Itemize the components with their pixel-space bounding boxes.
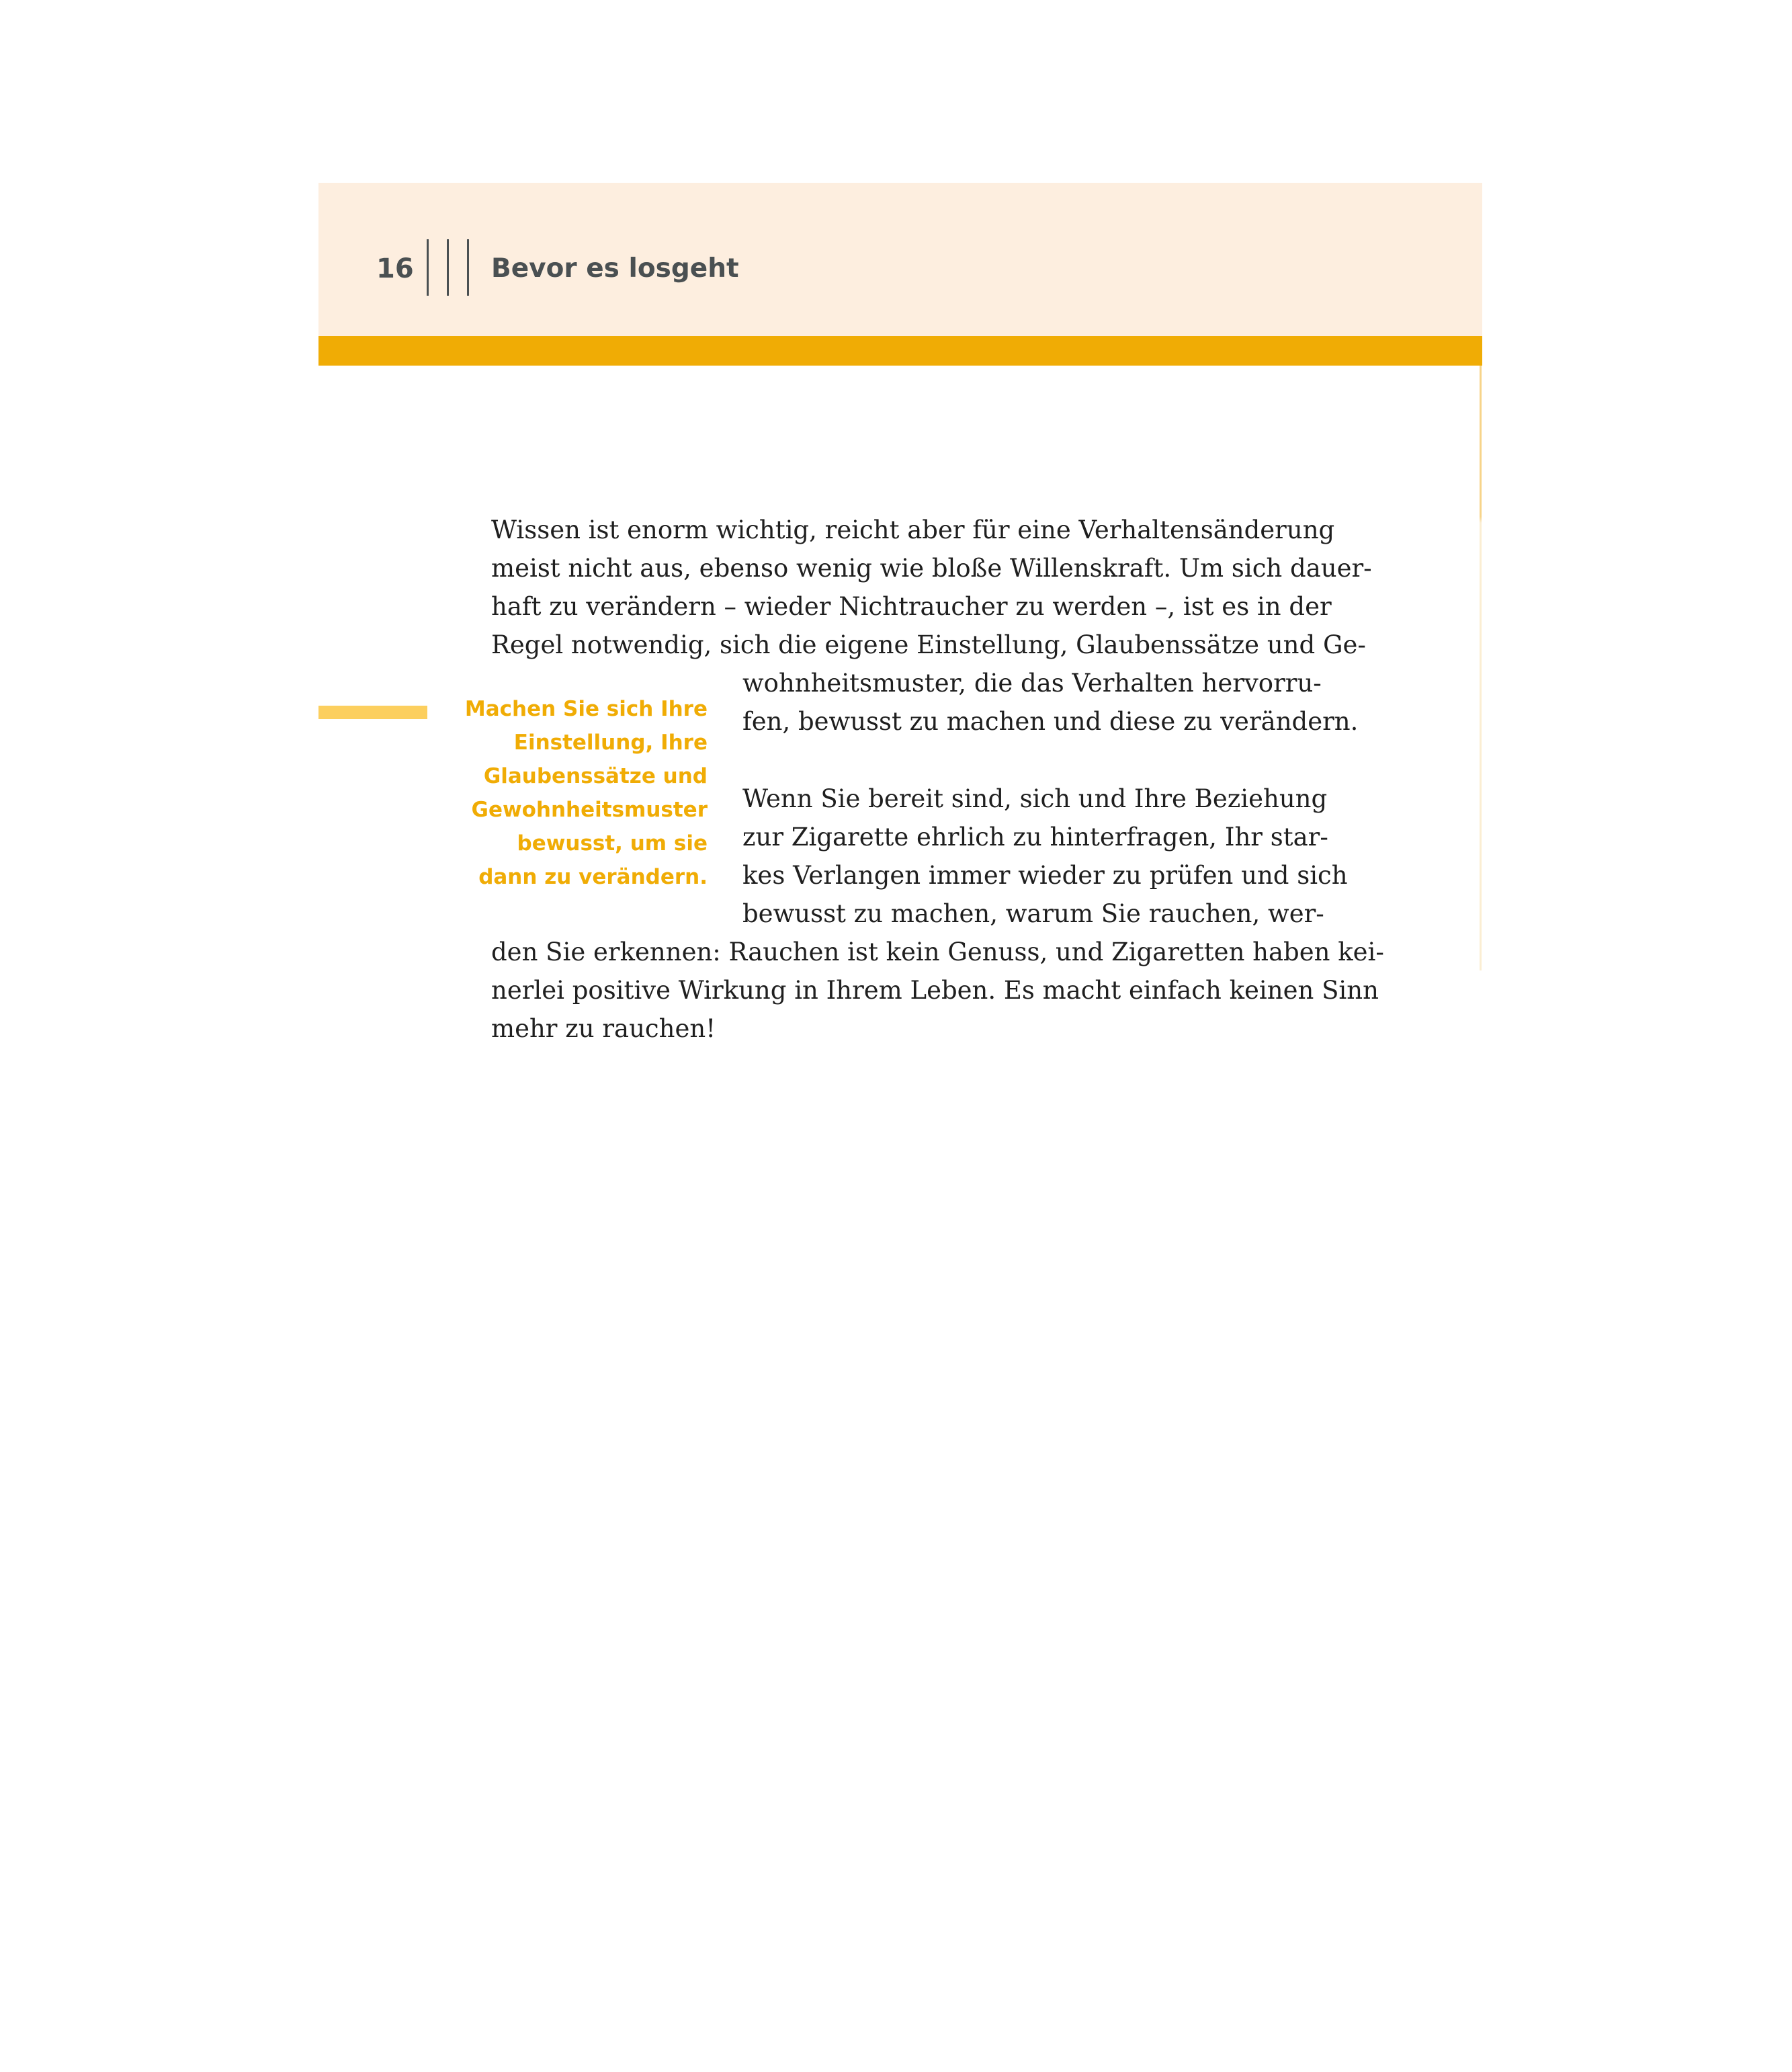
text-line: bewusst zu machen, warum Sie rauchen, wer- — [742, 899, 1324, 928]
section-title: Bevor es losgeht — [491, 253, 739, 284]
margin-note — [443, 692, 708, 894]
paragraph-2-continued — [491, 933, 1384, 1048]
margin-note-line: Glaubenssätze und — [483, 764, 708, 788]
text-line: Wissen ist enorm wichtig, reicht aber für eine Verhaltensänderung — [491, 515, 1335, 544]
header-divider-rule — [447, 239, 449, 296]
paragraph-2 — [742, 780, 1348, 933]
text-line: Regel notwendig, sich die eigene Einstellung, Glaubenssätze und Ge- — [491, 630, 1366, 659]
text-line: wohnheitsmuster, die das Verhalten hervorru- — [742, 669, 1322, 698]
paragraph-1-continued — [742, 664, 1359, 741]
text-line: den Sie erkennen: Rauchen ist kein Genuss, und Zigaretten haben kei- — [491, 938, 1384, 966]
text-line: haft zu verändern – wieder Nichtraucher zu werden –, ist es in der — [491, 592, 1332, 621]
margin-note-bar — [318, 706, 427, 719]
text-line: nerlei positive Wirkung in Ihrem Leben. Es macht einfach keinen Sinn — [491, 976, 1379, 1005]
margin-note-line: bewusst, um sie — [517, 831, 708, 856]
paragraph-1 — [491, 511, 1372, 664]
right-edge-rule — [1480, 366, 1482, 970]
text-line: fen, bewusst zu machen und diese zu verändern. — [742, 707, 1359, 736]
text-line: meist nicht aus, ebenso wenig wie bloße Willenskraft. Um sich dauer- — [491, 554, 1372, 583]
text-line: Wenn Sie bereit sind, sich und Ihre Beziehung — [742, 784, 1328, 813]
text-line: mehr zu rauchen! — [491, 1014, 716, 1043]
margin-note-line: Gewohnheitsmuster — [471, 798, 708, 822]
margin-note-line: Machen Sie sich Ihre — [464, 697, 708, 721]
header-divider-rule — [427, 239, 429, 296]
header-divider-rule — [467, 239, 469, 296]
text-line: zur Zigarette ehrlich zu hinterfragen, Ihr star- — [742, 823, 1328, 852]
margin-note-line: Einstellung, Ihre — [513, 731, 708, 755]
margin-note-line: dann zu verändern. — [478, 865, 708, 889]
text-line: kes Verlangen immer wieder zu prüfen und sich — [742, 861, 1348, 890]
page-number: 16 — [376, 253, 414, 284]
header-accent-bar — [318, 336, 1482, 366]
